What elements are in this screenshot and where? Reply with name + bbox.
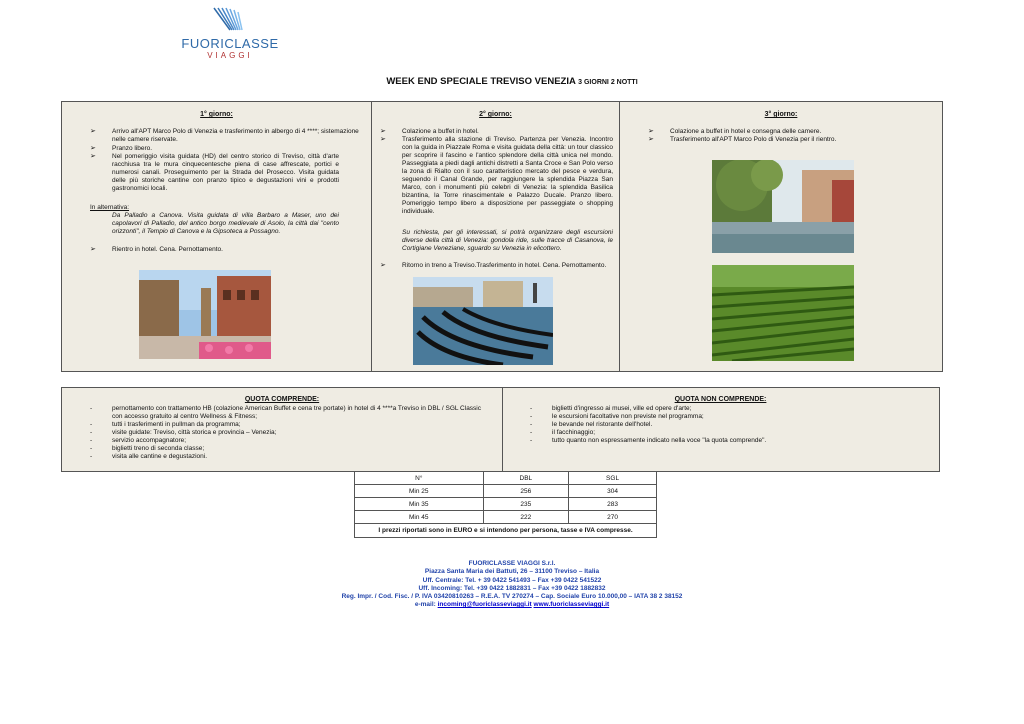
email-link[interactable]: incoming@fuoriclasseviaggi.it [437, 601, 532, 609]
title-main: WEEK END SPECIALE TREVISO VENEZIA [386, 76, 576, 87]
bullet-arrow-icon: ➢ [380, 136, 386, 143]
logo-wing-icon [212, 6, 246, 32]
bullet-arrow-icon: ➢ [648, 128, 654, 135]
includes-column: QUOTA COMPRENDE: - pernottamento con trattamento HB (colazione American Buffet e cena tre portate) in hotel di 4 ****a Treviso in DBL / SGL Classic con accesso gratuito al centro Wellness & Fitness; - tutti i trasferimenti in pullman da programma; - visite guidate: Treviso, città storica e provincia – Venezia; - servizio accompagnatore; - biglietti treno di seconda classe; - visita alle cantine e degustazioni. [62, 388, 503, 471]
footer-contacts [0, 601, 1024, 609]
bullet-arrow-icon: ➢ [90, 128, 96, 135]
price-header-cell: SGL [569, 472, 657, 485]
prosecco-vineyard-photo [712, 265, 854, 361]
day-2-heading: 2° giorno: [479, 111, 512, 118]
table-cell: 235 [483, 498, 569, 511]
day-2-column: 2° giorno: ➢ Colazione a buffet in hotel. ➢ Trasferimento alla stazione di Treviso. Partenza per Venezia. Incontro con la guida in Piazzale Roma e visita guidata della città: un tour classico per scoprire il fascino e l'antico splendore della città unica nel mondo. Passeggiata a piedi dagli antichi distretti a Santa Croce e San Polo verso la zona di Rialto con il suo caratteristico mercato del pesce e verdura, seguendo il Canal Grande, per raggiungere la splendida Piazza San Marco, con i monumenti più celebri di Venezia: la splendida Basilica bizantina, la Torre rinascimentale e Palazzo Ducale. Pranzo libero. Pomeriggio tempo libero a disposizione per passeggiate o shopping individuale. Su richiesta, per gli interessati, si potrà organizzare degli escursioni diverse della città di Venezia: gondola ride, sulle tracce di Casanova, le Cortigiane Veneziane, sguardo su Venezia in elicottero. ➢ Ritorno in treno a Treviso.Trasferimento in hotel. Cena. Pernottamento. [372, 102, 620, 371]
footer-company: FUORICLASSE VIAGGI S.r.l. [468, 560, 556, 567]
alternative-label: In alternativa: [90, 204, 130, 211]
day-1-heading: 1° giorno: [200, 111, 233, 118]
email-label: e-mail: [414, 601, 436, 609]
company-footer [0, 560, 1024, 610]
table-row [355, 498, 657, 511]
optional-excursions-text: Su richiesta, per gli interessati, si potrà organizzare degli escursioni diverse della città di Venezia: gondola ride, sulle tracce di Casanova, le Cortigiane Veneziane, sguardo su Venezia in elicottero. [402, 229, 613, 252]
treviso-square-photo [139, 270, 271, 359]
includes-heading: QUOTA COMPRENDE: [244, 396, 320, 403]
footer-address: Piazza Santa Maria dei Battuti, 26 – 31100 Treviso – Italia [424, 568, 600, 576]
treviso-canal-photo [712, 160, 854, 253]
day-1-column: 1° giorno: ➢ Arrivo all'APT Marco Polo di Venezia e trasferimento in albergo di 4 ****; sistemazione nelle camere riservate. ➢ Pranzo libero. ➢ Nel pomeriggio visita guidata (HD) del centro storico di Treviso, città d'arte racchiusa tra le mura cinquecentesche piena di case affrescate, portici e numerosi canali. Proseguimento per la Strada del Prosecco. Visita guidata delle più storiche cantine con pranzo tipico e degustazioni vini e prodotti gastronomici locali. In alternativa: Da Palladio a Canova. Visita guidata di villa Barbaro a Maser, uno dei capolavori di Palladio, del antico borgo medievale di Asolo, la città dai "cento orizzonti", il Tempio di Canova e la Gipsoteca a Possagno. ➢ Rientro in hotel. Cena. Pernottamento. [62, 102, 372, 371]
price-header-cell: DBL [483, 472, 569, 485]
title-sub: 3 GIORNI 2 NOTTI [578, 79, 638, 86]
bullet-arrow-icon: ➢ [90, 153, 96, 160]
logo-brand-text: FUORICLASSE [181, 36, 279, 51]
bullet-arrow-icon: ➢ [90, 246, 96, 253]
footer-registration: Reg. Impr. / Cod. Fisc. / P. IVA 03420810263 – R.E.A. TV 270274 – Cap. Sociale Euro 10.000,00 – IATA 38 2 38152 [341, 593, 683, 601]
program-box [61, 101, 943, 372]
price-note-row [355, 524, 657, 538]
day-3-column: 3° giorno: ➢ Colazione a buffet in hotel e consegna delle camere. ➢ Trasferimento all'APT Marco Polo di Venezia per il rientro. [620, 102, 942, 371]
page-title [0, 76, 1024, 87]
bullet-arrow-icon: ➢ [380, 262, 386, 269]
table-cell: 256 [483, 485, 569, 498]
price-note: I prezzi riportati sono in EURO e si intendono per persona, tasse e IVA compresse. [355, 524, 657, 538]
footer-central-office: Uff. Centrale: Tel. + 39 0422 541493 – Fax +39 0422 541522 [422, 576, 602, 584]
quote-box [61, 387, 940, 472]
company-logo [180, 6, 280, 66]
table-cell: Min 45 [355, 511, 484, 524]
table-cell: 304 [569, 485, 657, 498]
bullet-arrow-icon: ➢ [648, 136, 654, 143]
table-cell: 222 [483, 511, 569, 524]
table-row [355, 485, 657, 498]
logo-sub-text: VIAGGI [207, 51, 253, 60]
day-3-heading: 3° giorno: [764, 111, 798, 118]
table-cell: Min 25 [355, 485, 484, 498]
venice-gondolas-photo [413, 277, 553, 365]
bullet-arrow-icon: ➢ [380, 128, 386, 135]
website-link[interactable]: www.fuoriclasseviaggi.it [533, 601, 610, 609]
table-cell: 283 [569, 498, 657, 511]
bullet-arrow-icon: ➢ [90, 145, 96, 152]
excludes-heading: QUOTA NON COMPRENDE: [674, 396, 767, 403]
footer-incoming-office: Uff. Incoming: Tel. +39 0422 1882831 – Fax +39 0422 1882832 [418, 584, 606, 592]
price-header-row [355, 472, 657, 485]
table-cell: 270 [569, 511, 657, 524]
table-row [355, 511, 657, 524]
table-cell: Min 35 [355, 498, 484, 511]
excludes-column: QUOTA NON COMPRENDE: - biglietti d'ingresso ai musei, ville ed opere d'arte; - le escursioni facoltative non previste nel programma; - le bevande nel ristorante dell'hotel. - il facchinaggio; - tutto quanto non espressamente indicato nella voce "la quota comprende". [502, 388, 939, 471]
price-table [354, 471, 657, 538]
alternative-text: Da Palladio a Canova. Visita guidata di villa Barbaro a Maser, uno dei capolavori di Palladio, del antico borgo medievale di Asolo, la città dai "cento orizzonti", il Tempio di Canova e la Gipsoteca a Possagno. [112, 212, 339, 235]
price-header-cell: N° [355, 472, 484, 485]
